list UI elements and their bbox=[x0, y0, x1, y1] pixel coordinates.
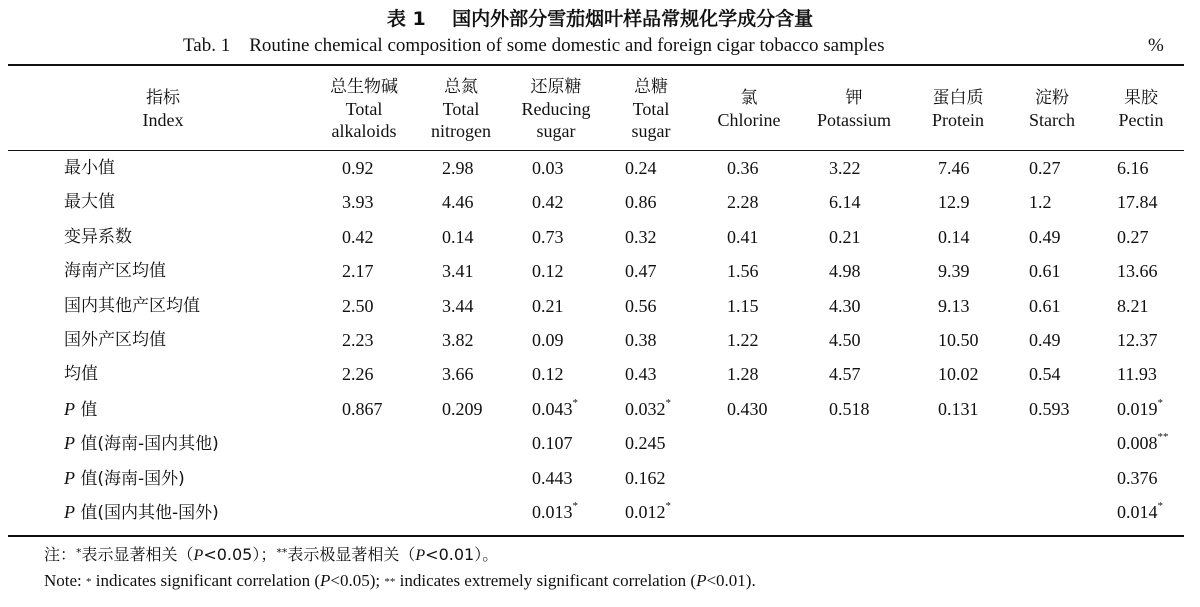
table-number-en: Tab. 1 bbox=[183, 35, 231, 56]
footnote-en-p-1: P bbox=[320, 571, 331, 590]
cell-value: 0.593 bbox=[1029, 398, 1070, 419]
column-header-zh: 还原糖 bbox=[530, 77, 582, 97]
table-cell bbox=[938, 254, 970, 288]
row-label-p-symbol: P bbox=[64, 398, 75, 419]
table-caption-zh: 国内外部分雪茄烟叶样品常规化学成分含量 bbox=[452, 8, 814, 30]
table-cell bbox=[342, 254, 374, 288]
cell-value: 0.42 bbox=[532, 192, 564, 213]
column-header bbox=[103, 87, 223, 131]
table-row bbox=[0, 151, 1200, 185]
cell-value: 17.84 bbox=[1117, 192, 1158, 213]
table-cell bbox=[727, 392, 768, 426]
table-cell bbox=[1029, 220, 1061, 254]
cell-value: 0.032 bbox=[625, 398, 666, 419]
table-cell bbox=[442, 392, 483, 426]
cell-value: 0.47 bbox=[625, 261, 657, 282]
cell-value: 0.443 bbox=[532, 467, 573, 488]
table-cell bbox=[625, 289, 657, 323]
table-cell bbox=[727, 220, 759, 254]
cell-value: 0.21 bbox=[829, 226, 861, 247]
cell-value: 0.012 bbox=[625, 502, 666, 522]
cell-value: 3.44 bbox=[442, 295, 474, 316]
cell-value: 1.2 bbox=[1029, 192, 1052, 213]
cell-value: 3.22 bbox=[829, 158, 861, 178]
cell-value: 0.73 bbox=[532, 226, 564, 247]
table-cell bbox=[532, 185, 564, 219]
table-cell bbox=[1117, 151, 1149, 185]
table-cell bbox=[625, 323, 657, 357]
table-row bbox=[0, 357, 1200, 391]
table-cell bbox=[625, 495, 671, 529]
cell-value: 0.42 bbox=[342, 226, 374, 247]
cell-value: 11.93 bbox=[1117, 364, 1157, 385]
cell-value: 0.014 bbox=[1117, 502, 1158, 522]
table-cell bbox=[829, 289, 861, 323]
table-cell bbox=[532, 254, 564, 288]
table-cell bbox=[532, 289, 564, 323]
cell-value: 0.36 bbox=[727, 158, 759, 178]
row-label-text: 值 bbox=[75, 399, 98, 420]
column-header-zh: 总氮 bbox=[444, 77, 478, 97]
footnote-en-p-2: P bbox=[696, 571, 707, 590]
table-cell bbox=[342, 289, 374, 323]
cell-value: 0.376 bbox=[1117, 467, 1158, 488]
table-cell bbox=[829, 220, 861, 254]
cell-value: 0.41 bbox=[727, 226, 759, 247]
row-label bbox=[64, 289, 200, 323]
cell-value: 0.131 bbox=[938, 398, 979, 419]
table-row bbox=[0, 392, 1200, 426]
table-cell bbox=[442, 254, 474, 288]
cell-value: 0.013 bbox=[532, 502, 573, 522]
footnote-zh-cond-1: <0.05）； bbox=[203, 545, 277, 564]
cell-value: 0.209 bbox=[442, 398, 483, 419]
footnote-en-cond-2: <0.01). bbox=[706, 571, 756, 590]
table-cell bbox=[938, 392, 979, 426]
cell-value: 3.82 bbox=[442, 330, 474, 350]
table-cell bbox=[342, 357, 374, 391]
column-header-zh: 淀粉 bbox=[1035, 88, 1069, 108]
cell-value: 10.02 bbox=[938, 364, 979, 385]
column-header-zh: 指标 bbox=[146, 88, 180, 108]
cell-value: 2.26 bbox=[342, 364, 374, 385]
column-header-en: Potassium bbox=[816, 110, 891, 130]
column-header-zh: 钾 bbox=[845, 88, 863, 108]
cell-value: 0.27 bbox=[1029, 158, 1061, 178]
cell-value: 0.019 bbox=[1117, 398, 1158, 419]
cell-value: 0.518 bbox=[829, 398, 870, 419]
table-cell bbox=[1117, 461, 1158, 495]
table-cell bbox=[625, 357, 657, 391]
table-row bbox=[0, 426, 1200, 460]
table-row bbox=[0, 461, 1200, 495]
cell-value: 0.27 bbox=[1117, 226, 1149, 247]
table-row bbox=[0, 323, 1200, 357]
cell-value: 1.22 bbox=[727, 330, 759, 350]
column-header-en-line2: nitrogen bbox=[431, 121, 491, 141]
cell-value: 2.17 bbox=[342, 261, 374, 282]
table-cell bbox=[532, 323, 564, 357]
column-header-zh: 蛋白质 bbox=[932, 88, 984, 108]
table-number-zh: 表 1 bbox=[386, 8, 426, 30]
footnote-zh-lead: 注： bbox=[44, 545, 77, 564]
cell-value: 0.61 bbox=[1029, 295, 1061, 316]
table-cell bbox=[1117, 392, 1163, 426]
significance-mark: * bbox=[665, 500, 671, 512]
column-header-en: Protein bbox=[932, 110, 984, 130]
column-header-en: Chlorine bbox=[717, 110, 781, 130]
footnote-en-mark-2: ** bbox=[384, 576, 396, 588]
table-cell bbox=[532, 495, 578, 529]
cell-value: 2.28 bbox=[727, 192, 759, 213]
cell-value: 12.37 bbox=[1117, 330, 1158, 350]
footnote-zh-text-2: 表示极显著相关（ bbox=[287, 545, 416, 564]
cell-value: 3.66 bbox=[442, 364, 474, 385]
cell-value: 0.56 bbox=[625, 295, 657, 316]
footnote-zh-mark-1: * bbox=[76, 546, 82, 559]
cell-value: 0.38 bbox=[625, 330, 657, 350]
significance-mark: * bbox=[1157, 500, 1163, 512]
cell-value: 0.92 bbox=[342, 158, 374, 178]
table-cell bbox=[532, 392, 578, 426]
cell-value: 0.14 bbox=[442, 226, 474, 247]
significance-mark: * bbox=[572, 500, 578, 512]
table-cell bbox=[938, 220, 970, 254]
table-cell bbox=[829, 392, 870, 426]
row-label bbox=[64, 323, 166, 357]
column-header-en: Reducing bbox=[521, 99, 591, 119]
row-label-p-symbol: P bbox=[64, 502, 75, 522]
column-header-en: Total bbox=[345, 99, 383, 119]
cell-value: 0.09 bbox=[532, 330, 564, 350]
footnote-zh bbox=[44, 542, 498, 565]
table-cell bbox=[938, 357, 979, 391]
table-cell bbox=[342, 151, 374, 185]
cell-value: 0.54 bbox=[1029, 364, 1061, 385]
column-header-en-line2: alkaloids bbox=[331, 121, 397, 141]
cell-value: 0.49 bbox=[1029, 226, 1061, 247]
cell-value: 12.9 bbox=[938, 192, 970, 213]
table-cell bbox=[938, 323, 979, 357]
table-cell bbox=[442, 323, 474, 357]
table-cell bbox=[442, 357, 474, 391]
table-cell bbox=[829, 151, 861, 185]
table-row bbox=[0, 289, 1200, 323]
table-cell bbox=[1029, 357, 1061, 391]
table-row bbox=[0, 254, 1200, 288]
significance-mark: ** bbox=[1157, 431, 1169, 444]
table-cell bbox=[1117, 426, 1169, 460]
significance-mark: * bbox=[1157, 396, 1163, 409]
table-cell bbox=[1029, 151, 1061, 185]
column-header-en-line2: sugar bbox=[536, 121, 576, 141]
cell-value: 8.21 bbox=[1117, 295, 1149, 316]
footnote-en-mark-1: * bbox=[86, 576, 92, 588]
cell-value: 10.50 bbox=[938, 330, 979, 350]
cell-value: 2.98 bbox=[442, 158, 474, 178]
table-cell bbox=[1117, 254, 1158, 288]
cell-value: 3.93 bbox=[342, 192, 374, 213]
table-cell bbox=[625, 185, 657, 219]
table-cell bbox=[1029, 185, 1052, 219]
column-header-en: Total bbox=[632, 99, 670, 119]
footnote-zh-p-1: P bbox=[193, 547, 204, 564]
table-cell bbox=[829, 254, 861, 288]
column-header-zh: 氯 bbox=[740, 88, 758, 108]
row-label-text: 海南产区均值 bbox=[64, 261, 166, 282]
column-header-en: Index bbox=[142, 110, 184, 130]
cell-value: 2.50 bbox=[342, 295, 374, 316]
column-header-zh: 总糖 bbox=[634, 77, 668, 97]
table-caption-en bbox=[183, 35, 885, 57]
table-cell bbox=[532, 426, 573, 460]
cell-value: 2.23 bbox=[342, 330, 374, 350]
row-label-text: 国外产区均值 bbox=[64, 330, 166, 350]
cell-value: 0.21 bbox=[532, 295, 564, 316]
footnote-en-text-2: indicates extremely significant correlation ( bbox=[395, 571, 697, 590]
footnote-zh-mark-2: ** bbox=[276, 546, 288, 559]
row-label-text: 值(海南-国外) bbox=[75, 468, 185, 489]
table-cell bbox=[727, 185, 759, 219]
table-cell bbox=[1029, 254, 1061, 288]
cell-value: 0.24 bbox=[625, 158, 657, 178]
cell-value: 0.43 bbox=[625, 364, 657, 385]
table-bottom-rule bbox=[8, 535, 1184, 537]
table-cell bbox=[829, 323, 861, 357]
row-label bbox=[64, 220, 132, 254]
table-top-rule bbox=[8, 64, 1184, 66]
footnote-en bbox=[44, 571, 756, 593]
table-cell bbox=[342, 392, 383, 426]
column-header-zh: 果胶 bbox=[1124, 88, 1158, 108]
significance-mark: * bbox=[572, 396, 578, 409]
table-cell bbox=[342, 220, 374, 254]
table-cell bbox=[1029, 323, 1061, 357]
column-header-en-line2: sugar bbox=[631, 121, 671, 141]
table-cell bbox=[625, 426, 666, 460]
table-row bbox=[0, 495, 1200, 529]
row-label bbox=[64, 357, 98, 391]
row-label-p-symbol: P bbox=[64, 467, 75, 488]
cell-value: 0.107 bbox=[532, 433, 573, 454]
row-label bbox=[64, 254, 166, 288]
cell-value: 9.39 bbox=[938, 261, 970, 282]
cell-value: 3.41 bbox=[442, 261, 474, 282]
row-label bbox=[64, 495, 219, 529]
cell-value: 1.56 bbox=[727, 261, 759, 282]
cell-value: 0.14 bbox=[938, 226, 970, 247]
cell-value: 6.14 bbox=[829, 192, 861, 213]
cell-value: 0.12 bbox=[532, 261, 564, 282]
table-cell bbox=[1029, 289, 1061, 323]
table-cell bbox=[1117, 357, 1157, 391]
cell-value: 0.043 bbox=[532, 398, 573, 419]
row-label-text: 最大值 bbox=[64, 192, 115, 213]
unit-label: % bbox=[1148, 35, 1164, 56]
row-label bbox=[64, 392, 97, 426]
cell-value: 0.430 bbox=[727, 398, 768, 419]
table-cell bbox=[1029, 392, 1070, 426]
cell-value: 13.66 bbox=[1117, 261, 1158, 282]
table-cell bbox=[625, 151, 657, 185]
table-cell bbox=[442, 220, 474, 254]
row-label bbox=[64, 185, 115, 219]
table-cell bbox=[442, 151, 474, 185]
row-label-text: 值(海南-国内其他) bbox=[75, 434, 219, 455]
table-cell bbox=[625, 392, 671, 426]
row-label-text: 最小值 bbox=[64, 158, 115, 178]
table-cell bbox=[1117, 323, 1158, 357]
cell-value: 0.03 bbox=[532, 158, 564, 178]
cell-value: 4.30 bbox=[829, 295, 861, 316]
table-cell bbox=[532, 357, 564, 391]
cell-value: 0.49 bbox=[1029, 330, 1061, 350]
table-cell bbox=[1117, 185, 1158, 219]
row-label bbox=[64, 151, 115, 185]
cell-value: 4.50 bbox=[829, 330, 861, 350]
footnote-en-lead: Note: bbox=[44, 571, 87, 590]
cell-value: 0.867 bbox=[342, 398, 383, 419]
footnote-zh-cond-2: <0.01）。 bbox=[425, 545, 499, 564]
table-cell bbox=[625, 220, 657, 254]
table-cell bbox=[442, 289, 474, 323]
table-cell bbox=[1117, 495, 1163, 529]
cell-value: 9.13 bbox=[938, 295, 970, 316]
table-cell bbox=[342, 185, 374, 219]
table-cell bbox=[727, 151, 759, 185]
cell-value: 0.008 bbox=[1117, 433, 1158, 454]
cell-value: 6.16 bbox=[1117, 158, 1149, 178]
cell-value: 0.61 bbox=[1029, 261, 1061, 282]
table-cell bbox=[532, 461, 573, 495]
column-header bbox=[1081, 87, 1200, 131]
column-header bbox=[794, 87, 914, 131]
column-header-en: Total bbox=[442, 99, 480, 119]
cell-value: 4.57 bbox=[829, 364, 861, 385]
row-label bbox=[64, 426, 219, 460]
row-label-text: 国内其他产区均值 bbox=[64, 295, 200, 316]
column-header-en: Pectin bbox=[1118, 110, 1164, 130]
table-cell bbox=[829, 185, 861, 219]
table-cell bbox=[938, 185, 970, 219]
footnote-en-text-1: indicates significant correlation ( bbox=[91, 571, 321, 590]
significance-mark: * bbox=[665, 396, 671, 409]
table-caption-en-text: Routine chemical composition of some domestic and foreign cigar tobacco samples bbox=[249, 35, 885, 56]
table-cell bbox=[938, 151, 970, 185]
cell-value: 0.32 bbox=[625, 226, 657, 247]
table-cell bbox=[532, 151, 564, 185]
row-label bbox=[64, 461, 185, 495]
footnote-en-cond-1: <0.05); bbox=[330, 571, 385, 590]
cell-value: 1.15 bbox=[727, 295, 759, 316]
table-title-zh bbox=[0, 4, 1200, 31]
column-header-en: Starch bbox=[1029, 110, 1075, 130]
column-header-zh: 总生物碱 bbox=[330, 77, 398, 97]
footnote-zh-p-2: P bbox=[415, 547, 426, 564]
footnote-zh-text-1: 表示显著相关（ bbox=[81, 545, 194, 564]
table-row bbox=[0, 220, 1200, 254]
table-cell bbox=[829, 357, 861, 391]
cell-value: 7.46 bbox=[938, 158, 970, 178]
cell-value: 0.12 bbox=[532, 364, 564, 385]
cell-value: 0.162 bbox=[625, 467, 666, 488]
table-cell bbox=[727, 289, 759, 323]
column-header bbox=[689, 87, 809, 131]
row-label-text: 变异系数 bbox=[64, 226, 132, 247]
cell-value: 4.46 bbox=[442, 192, 474, 213]
table-cell bbox=[625, 254, 657, 288]
row-label-p-symbol: P bbox=[64, 433, 75, 454]
table-cell bbox=[938, 289, 970, 323]
table-row bbox=[0, 185, 1200, 219]
table-cell bbox=[342, 323, 374, 357]
table-cell bbox=[727, 357, 759, 391]
table-cell bbox=[727, 323, 759, 357]
table-cell bbox=[1117, 289, 1149, 323]
row-label-text: 均值 bbox=[64, 364, 98, 385]
cell-value: 0.86 bbox=[625, 192, 657, 213]
cell-value: 4.98 bbox=[829, 261, 861, 282]
table-cell bbox=[1117, 220, 1149, 254]
table-cell bbox=[442, 185, 474, 219]
table-cell bbox=[532, 220, 564, 254]
row-label-text: 值(国内其他-国外) bbox=[75, 503, 219, 523]
table-cell bbox=[625, 461, 666, 495]
table-cell bbox=[727, 254, 759, 288]
cell-value: 0.245 bbox=[625, 433, 666, 454]
cell-value: 1.28 bbox=[727, 364, 759, 385]
